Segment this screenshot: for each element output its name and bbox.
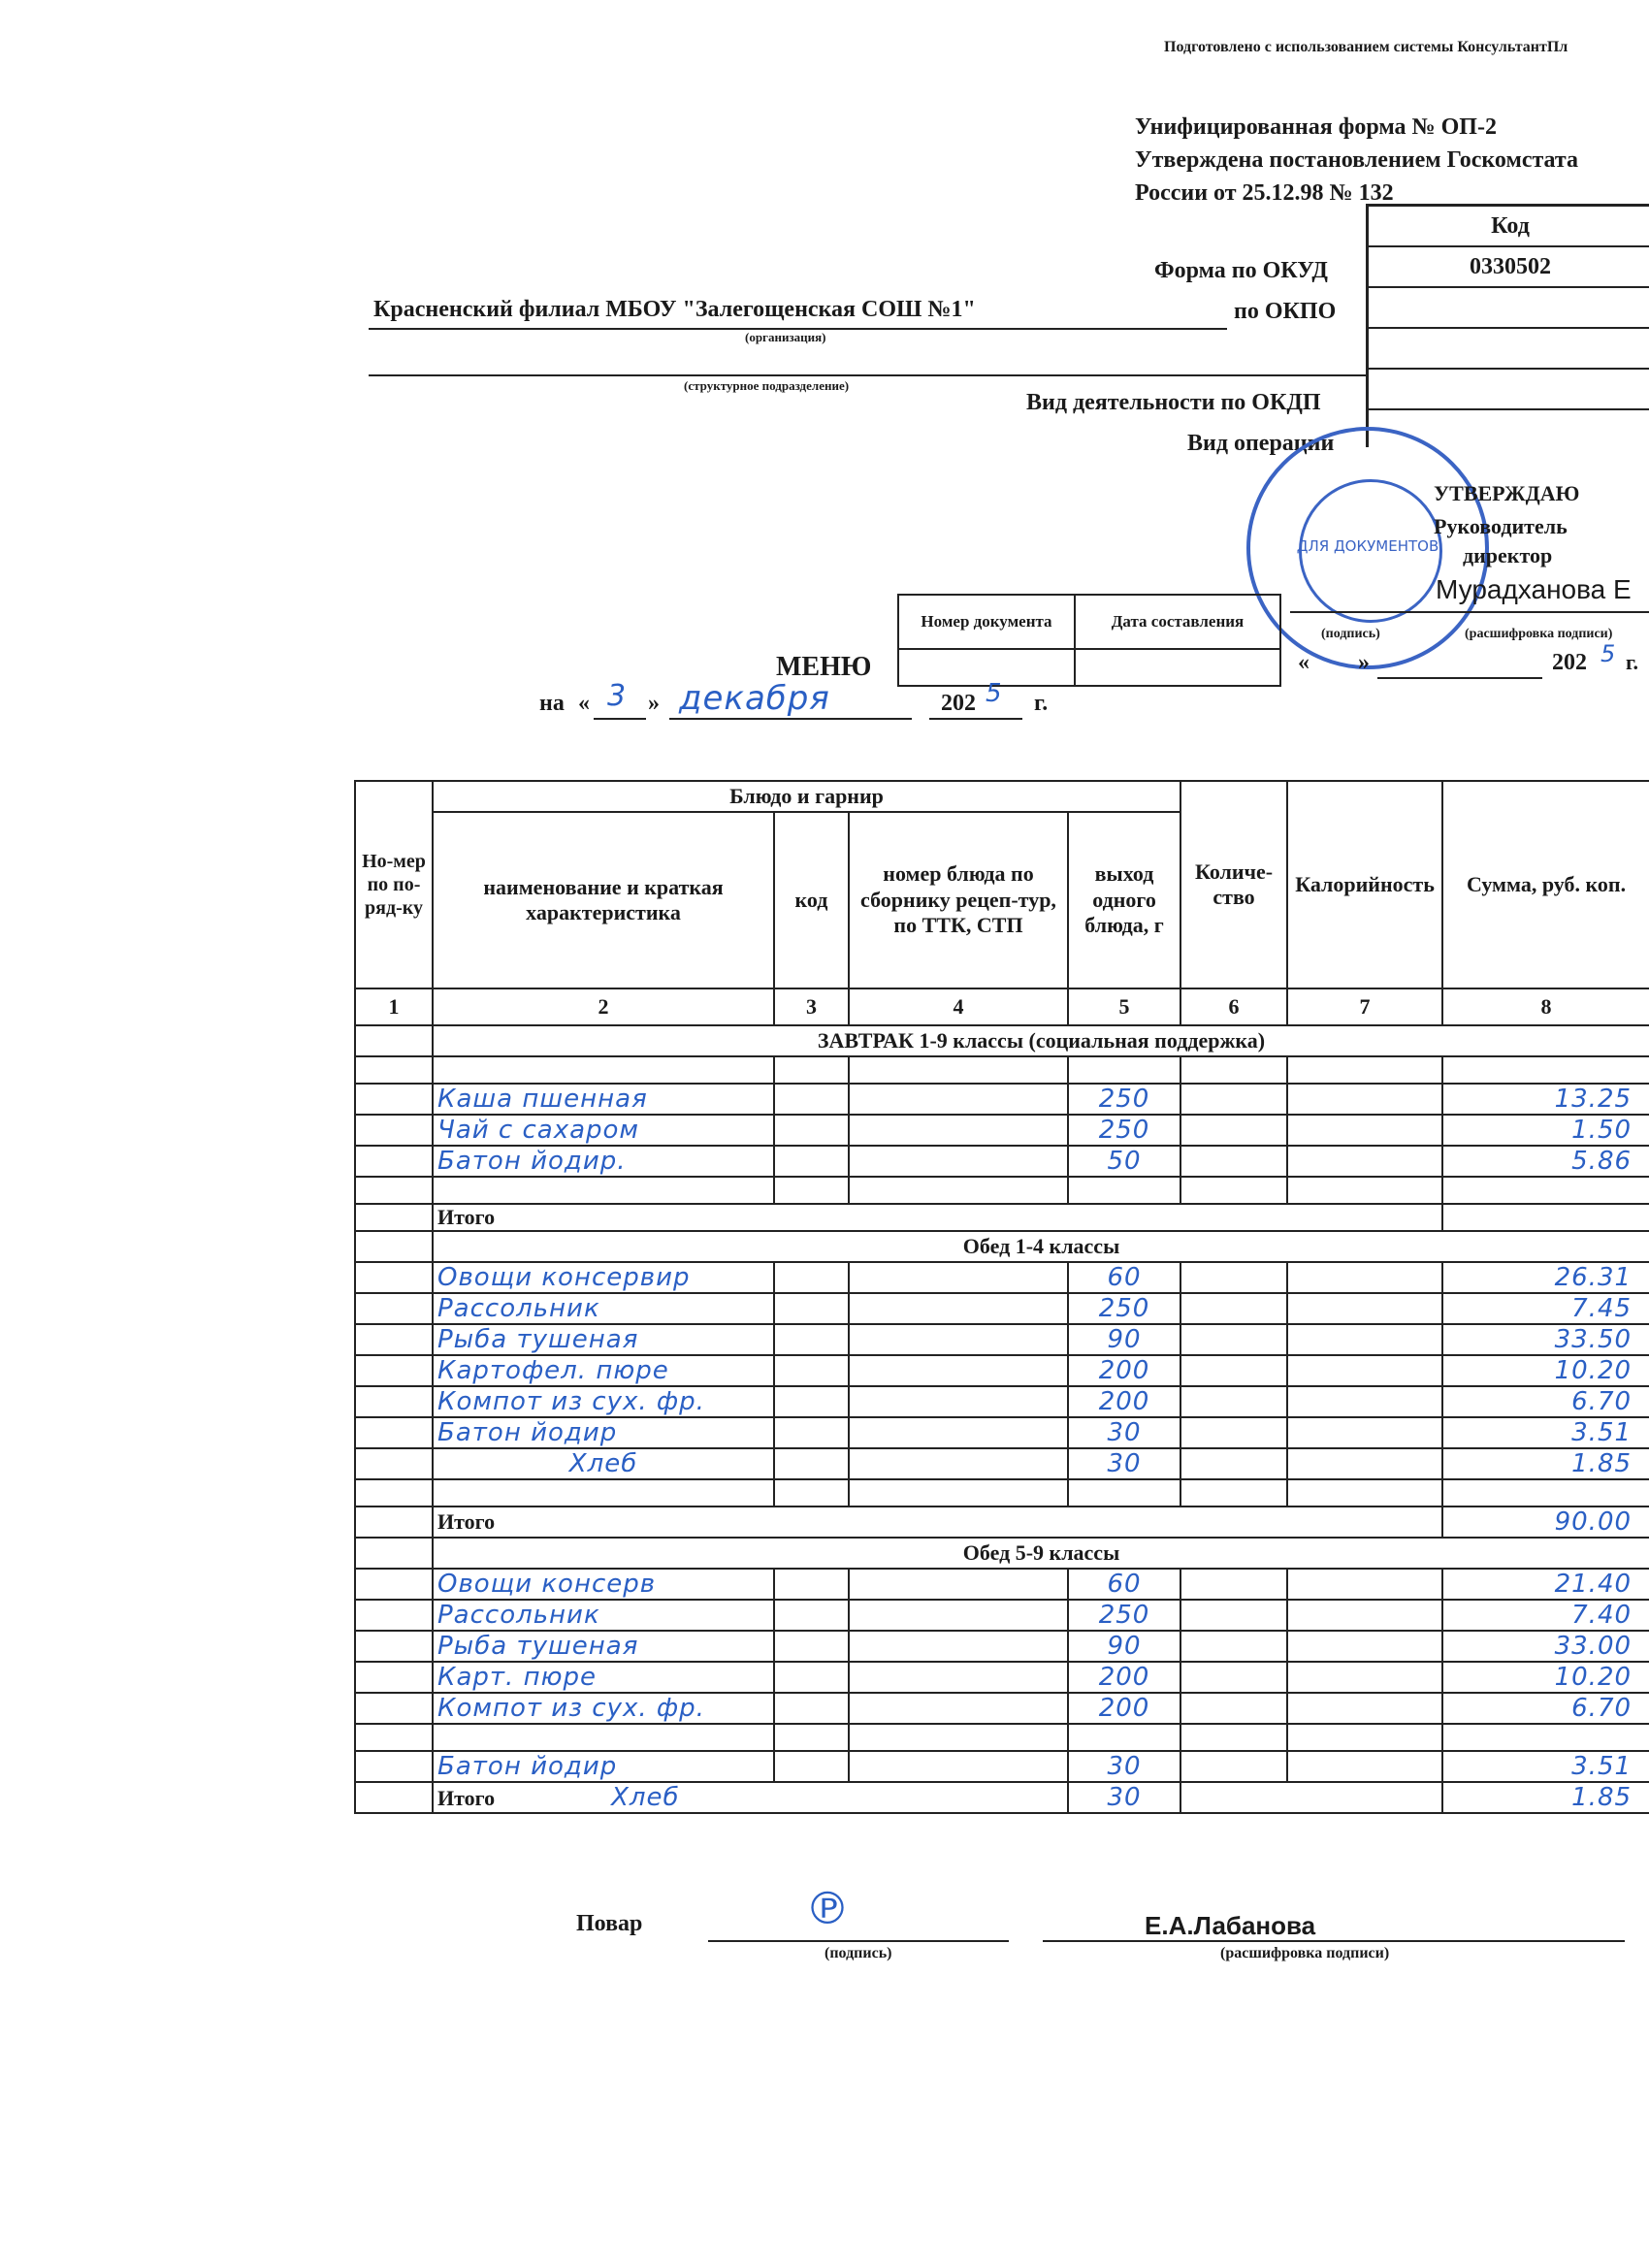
dish-name: Овощи консервир: [433, 1262, 774, 1293]
dish-output: 250: [1068, 1600, 1180, 1631]
col-number-1: 1: [355, 988, 433, 1025]
header-output: выход одного блюда, г: [1068, 812, 1180, 988]
doc-number-label: Номер документа: [898, 595, 1075, 649]
table-row: [355, 1751, 1649, 1782]
menu-year-suffix: г.: [1034, 691, 1049, 716]
col-number-4: 4: [849, 988, 1068, 1025]
menu-quote-open: «: [578, 691, 590, 716]
dish-output: 200: [1068, 1386, 1180, 1417]
table-row: [355, 1355, 1649, 1386]
dish-name: Батон йодир: [433, 1751, 774, 1782]
table-row: [355, 1262, 1649, 1293]
dish-output: 200: [1068, 1355, 1180, 1386]
dish-name: Рыба тушеная: [433, 1324, 774, 1355]
table-row: [355, 1631, 1649, 1662]
cook-name: Е.А.Лабанова: [1145, 1911, 1316, 1940]
approval-role: Руководитель: [1434, 514, 1568, 538]
table-row: [355, 1146, 1649, 1177]
menu-quote-close: »: [648, 691, 660, 716]
section-title: Обед 5-9 классы: [433, 1538, 1649, 1569]
dish-output: 250: [1068, 1293, 1180, 1324]
dish-output: 50: [1068, 1146, 1180, 1177]
dish-output: 30: [1068, 1417, 1180, 1448]
okdp-value: [1369, 370, 1649, 410]
approved-line-2: России от 25.12.98 № 132: [1135, 180, 1394, 206]
approval-title: УТВЕРЖДАЮ: [1434, 481, 1580, 505]
dish-name: Хлеб: [433, 1448, 774, 1479]
table-row: [355, 1662, 1649, 1693]
table-row: [355, 1115, 1649, 1146]
header-calories: Калорийность: [1287, 781, 1442, 988]
okud-value: 0330502: [1369, 247, 1649, 288]
code-header: Код: [1369, 207, 1649, 247]
dish-sum: 33.00: [1442, 1631, 1649, 1662]
cook-signature-caption: (подпись): [824, 1945, 892, 1961]
approval-signature-caption: (подпись): [1321, 627, 1380, 641]
code-table: [1366, 204, 1649, 447]
menu-day: 3: [607, 679, 628, 713]
total-row-dish: Хлеб: [611, 1783, 680, 1812]
approval-sign-line: [1290, 611, 1649, 613]
dish-sum: 10.20: [1442, 1662, 1649, 1693]
dish-output: 30: [1068, 1751, 1180, 1782]
dish-name: Овощи консерв: [433, 1569, 774, 1600]
header-recipe: номер блюда по сборнику рецеп-тур, по ТТК, СТП: [849, 812, 1068, 988]
okud-label: Форма по ОКУД: [1154, 258, 1328, 283]
dish-name: Картофел. пюре: [433, 1355, 774, 1386]
dish-name: Чай с сахаром: [433, 1115, 774, 1146]
menu-month-line: [669, 718, 912, 720]
dish-name: Каша пшенная: [433, 1084, 774, 1115]
dish-sum: 3.51: [1442, 1751, 1649, 1782]
dish-sum: 6.70: [1442, 1693, 1649, 1724]
total-label-text: Итого: [437, 1786, 496, 1810]
dish-name: Батон йодир: [433, 1417, 774, 1448]
menu-on-label: на: [539, 691, 565, 716]
cook-label: Повар: [576, 1911, 643, 1936]
table-row: [355, 1693, 1649, 1724]
header-row-number: Но-мер по по-ряд-ку: [355, 781, 433, 988]
approval-year-hw: 5: [1600, 640, 1617, 667]
blank-code-row: [1369, 329, 1649, 370]
cook-signature: ℗: [805, 1882, 851, 1934]
dish-sum: 33.50: [1442, 1324, 1649, 1355]
dish-sum: 13.25: [1442, 1084, 1649, 1115]
menu-year: 202: [941, 691, 976, 716]
dish-sum: 26.31: [1442, 1262, 1649, 1293]
section-title: Обед 1-4 классы: [433, 1231, 1649, 1262]
table-row: [355, 1600, 1649, 1631]
table-row: [355, 1448, 1649, 1479]
organization-stamp: ДЛЯ ДОКУМЕНТОВ: [1246, 427, 1489, 669]
dish-name: Карт. пюре: [433, 1662, 774, 1693]
table-row: [355, 1084, 1649, 1115]
menu-month: декабря: [679, 679, 830, 718]
menu-title: МЕНЮ: [776, 652, 872, 682]
dish-name: Рыба тушеная: [433, 1631, 774, 1662]
total-label: Итого: [433, 1507, 1442, 1538]
header-quantity: Количе-ство: [1180, 781, 1287, 988]
total-sum: [1442, 1204, 1649, 1231]
dish-name: Батон йодир.: [433, 1146, 774, 1177]
cook-decode-line: [1043, 1940, 1625, 1942]
dish-sum: 7.40: [1442, 1600, 1649, 1631]
header-name: наименование и краткая характеристика: [433, 812, 774, 988]
col-number-7: 7: [1287, 988, 1442, 1025]
col-number-2: 2: [433, 988, 774, 1025]
dish-output: 60: [1068, 1569, 1180, 1600]
dish-sum: 7.45: [1442, 1293, 1649, 1324]
dish-name: Рассольник: [433, 1600, 774, 1631]
dish-output: 200: [1068, 1693, 1180, 1724]
form-title: Унифицированная форма № ОП-2: [1135, 114, 1497, 140]
total-output: 30: [1068, 1782, 1180, 1813]
approval-quote-close: »: [1358, 650, 1370, 675]
dish-sum: 3.51: [1442, 1417, 1649, 1448]
approval-year: 202: [1552, 650, 1587, 675]
cook-sign-line: [708, 1940, 1009, 1942]
table-row: [355, 1324, 1649, 1355]
dish-sum: 6.70: [1442, 1386, 1649, 1417]
approval-month-line: [1377, 677, 1542, 679]
section-title: ЗАВТРАК 1-9 классы (социальная поддержка): [433, 1025, 1649, 1056]
table-row: [355, 1386, 1649, 1417]
approval-position: директор: [1463, 543, 1553, 567]
total-label: [433, 1782, 1068, 1813]
col-number-6: 6: [1180, 988, 1287, 1025]
doc-date-value: [1075, 649, 1280, 686]
okdp-label: Вид деятельности по ОКДП: [1026, 390, 1321, 415]
dish-output: 60: [1068, 1262, 1180, 1293]
approval-quote-open: «: [1298, 650, 1310, 675]
dish-name: Рассольник: [433, 1293, 774, 1324]
dish-sum: 21.40: [1442, 1569, 1649, 1600]
dish-name: Компот из сух. фр.: [433, 1386, 774, 1417]
col-number-3: 3: [774, 988, 849, 1025]
doc-date-label: Дата составления: [1075, 595, 1280, 649]
division-caption: (структурное подразделение): [684, 378, 850, 393]
header-dish: Блюдо и гарнир: [433, 781, 1180, 812]
table-row: [355, 1569, 1649, 1600]
okpo-label: по ОКПО: [1234, 299, 1337, 324]
approval-decode-caption: (расшифровка подписи): [1465, 627, 1613, 641]
total-sum: 1.85: [1442, 1782, 1649, 1813]
approval-name: Мурадханова Е: [1436, 574, 1632, 604]
approved-line-1: Утверждена постановлением Госкомстата: [1135, 147, 1579, 173]
header-code: код: [774, 812, 849, 988]
header-sum: Сумма, руб. коп.: [1442, 781, 1649, 988]
menu-day-line: [594, 718, 646, 720]
dish-sum: 1.50: [1442, 1115, 1649, 1146]
cook-decode-caption: (расшифровка подписи): [1220, 1945, 1390, 1961]
consultant-note: Подготовлено с использованием системы КонсультантПл: [1164, 39, 1568, 55]
table-row: [355, 1293, 1649, 1324]
organization-name: Красненский филиал МБОУ "Залегощенская СОШ №1": [373, 297, 976, 322]
dish-sum: 10.20: [1442, 1355, 1649, 1386]
dish-output: 90: [1068, 1324, 1180, 1355]
dish-sum: 1.85: [1442, 1448, 1649, 1479]
okpo-value: [1369, 288, 1649, 329]
dish-output: 250: [1068, 1084, 1180, 1115]
dish-output: 90: [1068, 1631, 1180, 1662]
dish-output: 200: [1068, 1662, 1180, 1693]
approval-year-suffix: г.: [1626, 650, 1639, 674]
menu-year-line: [929, 718, 1022, 720]
division-underline: [369, 374, 1368, 376]
organization-caption: (организация): [745, 330, 826, 344]
col-number-8: 8: [1442, 988, 1649, 1025]
col-number-5: 5: [1068, 988, 1180, 1025]
dish-output: 250: [1068, 1115, 1180, 1146]
menu-table: [354, 780, 1649, 1814]
dish-sum: 5.86: [1442, 1146, 1649, 1177]
total-sum: 90.00: [1442, 1507, 1649, 1538]
document-number-table: [897, 594, 1281, 687]
table-row: [355, 1417, 1649, 1448]
dish-output: 30: [1068, 1448, 1180, 1479]
operation-label: Вид операции: [1187, 431, 1335, 456]
total-label: Итого: [433, 1204, 1442, 1231]
dish-name: Компот из сух. фр.: [433, 1693, 774, 1724]
menu-year-hw: 5: [986, 679, 1003, 708]
